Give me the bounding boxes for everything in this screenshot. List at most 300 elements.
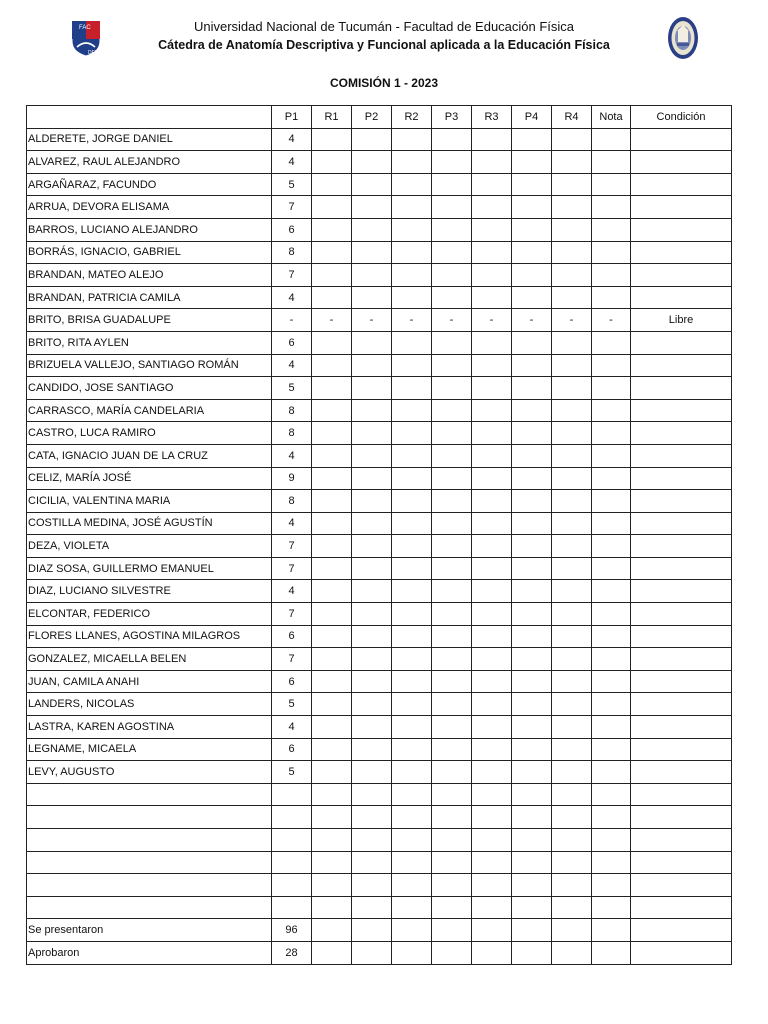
- grade-cell: 4: [272, 512, 312, 535]
- grade-cell: [432, 919, 472, 942]
- grade-cell: [272, 896, 312, 919]
- grade-cell: [631, 422, 732, 445]
- grade-cell: [552, 874, 592, 897]
- grade-cell: [312, 580, 352, 603]
- grade-cell: [631, 874, 732, 897]
- grade-cell: [552, 716, 592, 739]
- table-row: [27, 874, 732, 897]
- column-header-nota: Nota: [592, 106, 631, 129]
- grade-cell: [512, 625, 552, 648]
- grade-cell: [631, 580, 732, 603]
- grade-cell: [512, 444, 552, 467]
- grade-cell: [392, 467, 432, 490]
- table-row: [27, 264, 732, 287]
- grade-cell: [552, 941, 592, 964]
- column-header-condición: Condición: [631, 106, 732, 129]
- grade-cell: [472, 241, 512, 264]
- grade-cell: [592, 761, 631, 784]
- grade-cell: [392, 377, 432, 400]
- grades-table: [26, 105, 732, 965]
- student-name-cell: CICILIA, VALENTINA MARIA: [27, 490, 272, 513]
- grade-cell: [392, 874, 432, 897]
- grade-cell: [552, 467, 592, 490]
- comision-title: COMISIÓN 1 - 2023: [329, 76, 439, 90]
- grade-cell: [352, 603, 392, 626]
- table-row: [27, 490, 732, 513]
- grade-cell: [392, 128, 432, 151]
- grade-cell: [432, 241, 472, 264]
- grade-cell: [472, 625, 512, 648]
- grade-cell: [631, 241, 732, 264]
- grade-cell: [472, 851, 512, 874]
- student-name-cell: COSTILLA MEDINA, JOSÉ AGUSTÍN: [27, 512, 272, 535]
- grade-cell: [472, 648, 512, 671]
- grade-cell: [432, 761, 472, 784]
- grade-cell: [312, 896, 352, 919]
- grade-cell: [312, 670, 352, 693]
- grade-cell: [312, 490, 352, 513]
- grade-cell: [552, 151, 592, 174]
- grade-cell: [392, 286, 432, 309]
- grade-cell: [631, 331, 732, 354]
- grade-cell: [312, 535, 352, 558]
- grade-cell: [552, 761, 592, 784]
- grade-cell: [592, 670, 631, 693]
- grade-cell: [512, 738, 552, 761]
- column-header-r2: R2: [392, 106, 432, 129]
- grade-cell: [631, 919, 732, 942]
- grade-cell: [312, 557, 352, 580]
- grade-cell: [512, 399, 552, 422]
- grade-cell: [472, 151, 512, 174]
- grade-cell: [512, 354, 552, 377]
- grade-cell: [512, 851, 552, 874]
- grade-cell: [552, 218, 592, 241]
- grade-cell: [552, 783, 592, 806]
- grade-cell: [592, 557, 631, 580]
- grade-cell: 4: [272, 580, 312, 603]
- grade-cell: [432, 218, 472, 241]
- grade-cell: [312, 761, 352, 784]
- grade-cell: [432, 557, 472, 580]
- grade-cell: [432, 422, 472, 445]
- grade-cell: [392, 716, 432, 739]
- grade-cell: [472, 829, 512, 852]
- grade-cell: [312, 241, 352, 264]
- grade-cell: 96: [272, 919, 312, 942]
- grade-cell: [352, 422, 392, 445]
- grade-cell: [552, 286, 592, 309]
- table-row: [27, 603, 732, 626]
- grade-cell: [432, 467, 472, 490]
- grade-cell: [432, 399, 472, 422]
- grade-cell: [352, 535, 392, 558]
- grade-cell: [432, 354, 472, 377]
- grade-cell: [631, 896, 732, 919]
- grade-cell: [631, 286, 732, 309]
- grade-cell: [392, 919, 432, 942]
- grade-cell: 5: [272, 173, 312, 196]
- grade-cell: [512, 648, 552, 671]
- student-name-cell: CATA, IGNACIO JUAN DE LA CRUZ: [27, 444, 272, 467]
- grade-cell: [552, 422, 592, 445]
- grade-cell: [472, 919, 512, 942]
- grade-cell: [392, 535, 432, 558]
- grade-cell: [432, 603, 472, 626]
- grade-cell: [552, 625, 592, 648]
- grade-cell: 4: [272, 716, 312, 739]
- grade-cell: [392, 851, 432, 874]
- grade-cell: 7: [272, 603, 312, 626]
- grade-cell: [552, 331, 592, 354]
- grade-cell: [592, 648, 631, 671]
- student-name-cell: DIAZ SOSA, GUILLERMO EMANUEL: [27, 557, 272, 580]
- grade-cell: [592, 580, 631, 603]
- grade-cell: [631, 761, 732, 784]
- table-row: [27, 444, 732, 467]
- grade-cell: -: [592, 309, 631, 332]
- student-name-cell: CANDIDO, JOSE SANTIAGO: [27, 377, 272, 400]
- grade-cell: [631, 738, 732, 761]
- table-row: [27, 309, 732, 332]
- grade-cell: [312, 218, 352, 241]
- grade-cell: [392, 783, 432, 806]
- grade-cell: [512, 535, 552, 558]
- grade-cell: [472, 490, 512, 513]
- grade-cell: [472, 580, 512, 603]
- grade-cell: [352, 173, 392, 196]
- grade-cell: [631, 377, 732, 400]
- grade-cell: [432, 648, 472, 671]
- grade-cell: [432, 535, 472, 558]
- student-name-cell: LEVY, AUGUSTO: [27, 761, 272, 784]
- student-name-cell: BRANDAN, MATEO ALEJO: [27, 264, 272, 287]
- table-row: [27, 399, 732, 422]
- grade-cell: [392, 399, 432, 422]
- logo-text-bottom: DEF: [88, 50, 98, 56]
- grade-cell: [512, 603, 552, 626]
- grade-cell: [352, 151, 392, 174]
- grade-cell: -: [552, 309, 592, 332]
- grade-cell: [272, 851, 312, 874]
- table-row: [27, 173, 732, 196]
- grade-cell: [432, 693, 472, 716]
- grade-cell: [432, 286, 472, 309]
- grade-cell: [352, 218, 392, 241]
- table-row: [27, 716, 732, 739]
- table-row: [27, 151, 732, 174]
- student-name-cell: Se presentaron: [27, 919, 272, 942]
- grade-cell: [631, 557, 732, 580]
- grade-cell: [592, 331, 631, 354]
- column-header-p4: P4: [512, 106, 552, 129]
- grade-cell: [352, 851, 392, 874]
- grade-cell: [592, 693, 631, 716]
- grade-cell: [631, 399, 732, 422]
- table-row: [27, 128, 732, 151]
- grade-cell: [312, 829, 352, 852]
- grade-cell: [472, 716, 512, 739]
- grade-cell: [592, 264, 631, 287]
- grade-cell: [432, 670, 472, 693]
- grade-cell: [472, 874, 512, 897]
- grade-cell: [592, 490, 631, 513]
- grade-cell: -: [272, 309, 312, 332]
- faculty-shield-logo-icon: [71, 19, 101, 57]
- grade-cell: [512, 128, 552, 151]
- grade-cell: [312, 286, 352, 309]
- grade-cell: [432, 331, 472, 354]
- grade-cell: [552, 806, 592, 829]
- grade-cell: [472, 738, 512, 761]
- grade-cell: [392, 557, 432, 580]
- grade-cell: [432, 738, 472, 761]
- grade-cell: [352, 716, 392, 739]
- grade-cell: [312, 444, 352, 467]
- grade-cell: [392, 218, 432, 241]
- institution-title: Universidad Nacional de Tucumán - Facultad de Educación Física: [193, 19, 575, 34]
- grade-cell: [352, 648, 392, 671]
- grade-cell: [432, 377, 472, 400]
- grade-cell: [512, 490, 552, 513]
- table-row: [27, 286, 732, 309]
- column-header-p1: P1: [272, 106, 312, 129]
- student-name-cell: [27, 874, 272, 897]
- grade-cell: [352, 354, 392, 377]
- grade-cell: [272, 829, 312, 852]
- grade-cell: [312, 716, 352, 739]
- grade-cell: [631, 151, 732, 174]
- grade-cell: [592, 738, 631, 761]
- grade-cell: [432, 783, 472, 806]
- grade-cell: [631, 829, 732, 852]
- grade-cell: [512, 829, 552, 852]
- grade-cell: [592, 829, 631, 852]
- grade-cell: [552, 490, 592, 513]
- grade-cell: [631, 648, 732, 671]
- column-header-p3: P3: [432, 106, 472, 129]
- grade-cell: [472, 399, 512, 422]
- grade-cell: [352, 829, 392, 852]
- student-name-cell: BRITO, RITA AYLEN: [27, 331, 272, 354]
- column-header-p2: P2: [352, 106, 392, 129]
- grade-cell: [312, 919, 352, 942]
- grade-cell: [312, 173, 352, 196]
- grade-cell: [392, 761, 432, 784]
- grade-cell: [552, 693, 592, 716]
- grade-cell: [631, 806, 732, 829]
- grade-cell: [512, 580, 552, 603]
- table-row: [27, 806, 732, 829]
- grade-cell: [352, 557, 392, 580]
- grade-cell: [272, 874, 312, 897]
- student-name-cell: ARRUA, DEVORA ELISAMA: [27, 196, 272, 219]
- grade-cell: [592, 535, 631, 558]
- student-name-cell: [27, 829, 272, 852]
- table-row: [27, 580, 732, 603]
- grade-cell: [592, 625, 631, 648]
- student-name-cell: DIAZ, LUCIANO SILVESTRE: [27, 580, 272, 603]
- student-name-cell: GONZALEZ, MICAELLA BELEN: [27, 648, 272, 671]
- grade-cell: [552, 648, 592, 671]
- grade-cell: -: [432, 309, 472, 332]
- grade-cell: [631, 173, 732, 196]
- student-name-cell: ALDERETE, JORGE DANIEL: [27, 128, 272, 151]
- student-name-cell: ARGAÑARAZ, FACUNDO: [27, 173, 272, 196]
- table-row: [27, 761, 732, 784]
- table-row: [27, 331, 732, 354]
- student-name-cell: [27, 806, 272, 829]
- student-name-cell: LASTRA, KAREN AGOSTINA: [27, 716, 272, 739]
- grade-cell: [312, 693, 352, 716]
- grade-cell: 6: [272, 738, 312, 761]
- grade-cell: [512, 761, 552, 784]
- grade-cell: [631, 467, 732, 490]
- grade-cell: [472, 196, 512, 219]
- grade-cell: [592, 896, 631, 919]
- grade-cell: [592, 422, 631, 445]
- grade-cell: [432, 874, 472, 897]
- grade-cell: [552, 557, 592, 580]
- grade-cell: 6: [272, 670, 312, 693]
- grade-cell: 8: [272, 422, 312, 445]
- grade-cell: [512, 377, 552, 400]
- logo-text-top: FAC: [79, 25, 91, 31]
- grade-cell: [512, 783, 552, 806]
- table-body: [27, 128, 732, 964]
- grade-cell: [432, 851, 472, 874]
- column-header-r4: R4: [552, 106, 592, 129]
- grade-cell: 8: [272, 490, 312, 513]
- grade-cell: [392, 829, 432, 852]
- grade-cell: [352, 896, 392, 919]
- grade-cell: [552, 444, 592, 467]
- grade-cell: -: [472, 309, 512, 332]
- column-header-r3: R3: [472, 106, 512, 129]
- grade-cell: [592, 806, 631, 829]
- grade-cell: [552, 512, 592, 535]
- grade-cell: [631, 512, 732, 535]
- grade-cell: [512, 264, 552, 287]
- grade-cell: [512, 941, 552, 964]
- grade-cell: [631, 218, 732, 241]
- grade-cell: [512, 218, 552, 241]
- grade-cell: [472, 467, 512, 490]
- grade-cell: [512, 557, 552, 580]
- grade-cell: 4: [272, 286, 312, 309]
- grade-cell: [592, 128, 631, 151]
- grade-cell: [552, 603, 592, 626]
- grade-cell: 5: [272, 693, 312, 716]
- grade-cell: [392, 264, 432, 287]
- grade-cell: 6: [272, 625, 312, 648]
- grade-cell: [472, 806, 512, 829]
- grade-cell: [312, 399, 352, 422]
- student-name-cell: FLORES LLANES, AGOSTINA MILAGROS: [27, 625, 272, 648]
- grade-cell: [392, 512, 432, 535]
- grade-cell: [512, 173, 552, 196]
- column-header-name: [27, 106, 272, 129]
- grade-cell: [592, 874, 631, 897]
- grade-cell: [552, 829, 592, 852]
- grade-cell: [352, 580, 392, 603]
- grade-cell: [472, 761, 512, 784]
- grade-cell: [352, 625, 392, 648]
- grade-cell: [432, 829, 472, 852]
- table-row: [27, 422, 732, 445]
- grade-cell: [352, 693, 392, 716]
- grade-cell: [312, 512, 352, 535]
- grade-cell: [552, 670, 592, 693]
- table-row: [27, 919, 732, 942]
- grade-cell: [472, 377, 512, 400]
- student-name-cell: CELIZ, MARÍA JOSÉ: [27, 467, 272, 490]
- grade-cell: [432, 173, 472, 196]
- grade-cell: 6: [272, 218, 312, 241]
- grade-cell: [312, 625, 352, 648]
- grade-cell: [472, 603, 512, 626]
- grade-cell: [312, 422, 352, 445]
- grade-cell: [552, 354, 592, 377]
- grade-cell: [312, 354, 352, 377]
- grade-cell: [472, 128, 512, 151]
- grade-cell: [392, 648, 432, 671]
- grade-cell: [512, 512, 552, 535]
- grade-cell: [392, 693, 432, 716]
- grade-cell: [392, 331, 432, 354]
- table-row: [27, 896, 732, 919]
- grade-cell: [352, 128, 392, 151]
- grade-cell: 8: [272, 241, 312, 264]
- grade-cell: [352, 670, 392, 693]
- grade-cell: [312, 603, 352, 626]
- grade-cell: -: [512, 309, 552, 332]
- grade-cell: [352, 783, 392, 806]
- grade-cell: [392, 738, 432, 761]
- grade-cell: [592, 151, 631, 174]
- grade-cell: [552, 535, 592, 558]
- grade-cell: 28: [272, 941, 312, 964]
- grade-cell: [631, 941, 732, 964]
- grade-cell: [272, 806, 312, 829]
- grade-cell: [592, 851, 631, 874]
- grade-cell: [392, 196, 432, 219]
- grade-cell: [472, 693, 512, 716]
- grade-cell: [592, 512, 631, 535]
- table-row: [27, 693, 732, 716]
- table-row: [27, 829, 732, 852]
- grade-cell: [432, 716, 472, 739]
- student-name-cell: [27, 783, 272, 806]
- student-name-cell: BORRÁS, IGNACIO, GABRIEL: [27, 241, 272, 264]
- grade-cell: [472, 444, 512, 467]
- grade-cell: [552, 196, 592, 219]
- table-row: [27, 648, 732, 671]
- grade-cell: [512, 693, 552, 716]
- grade-cell: [512, 241, 552, 264]
- grade-cell: [512, 286, 552, 309]
- grade-cell: [631, 128, 732, 151]
- grade-cell: [352, 377, 392, 400]
- grade-cell: [512, 874, 552, 897]
- grade-cell: [352, 490, 392, 513]
- grade-cell: -: [392, 309, 432, 332]
- grade-cell: [631, 693, 732, 716]
- student-name-cell: [27, 851, 272, 874]
- grade-cell: [592, 467, 631, 490]
- student-name-cell: JUAN, CAMILA ANAHI: [27, 670, 272, 693]
- grade-cell: [432, 580, 472, 603]
